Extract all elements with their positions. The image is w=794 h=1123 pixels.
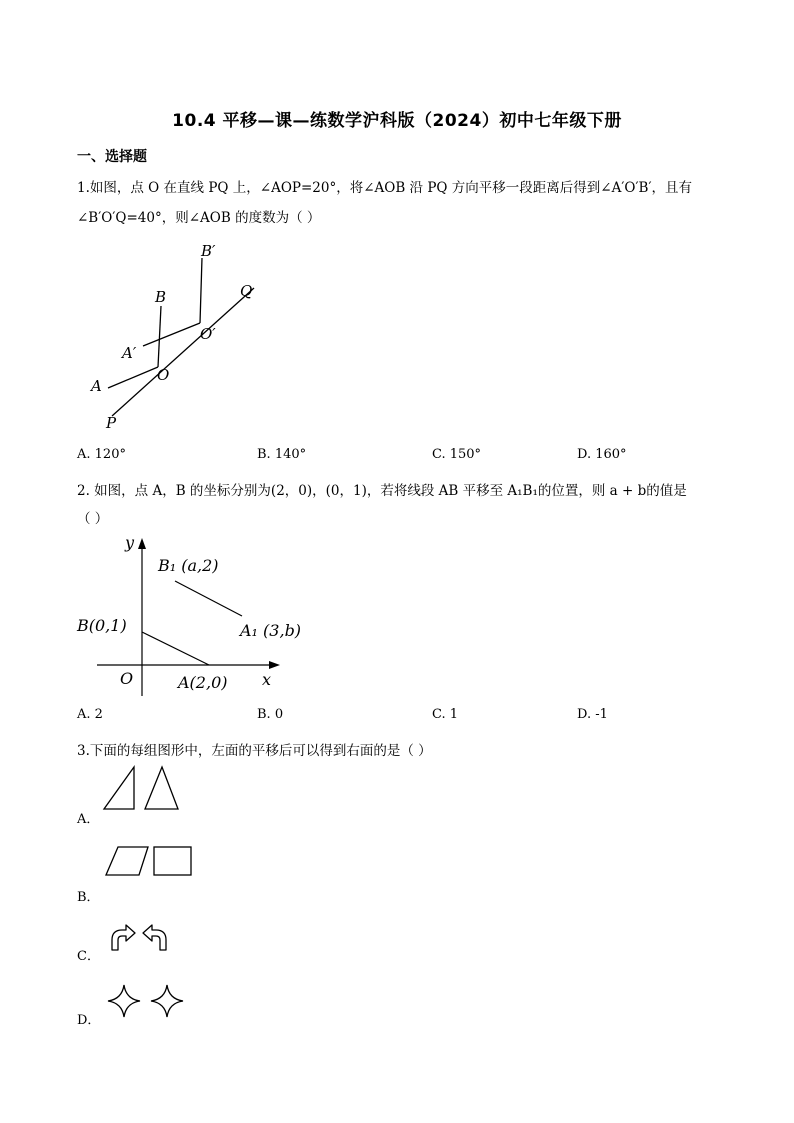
question-3-option-b[interactable]: B． bbox=[77, 890, 100, 905]
label-b: B bbox=[155, 288, 167, 306]
question-3-option-d[interactable]: D． bbox=[77, 1013, 101, 1028]
question-2-option-b[interactable]: B. 0 bbox=[257, 707, 284, 722]
question-3-option-a[interactable]: A． bbox=[77, 812, 100, 827]
question-1-option-c[interactable]: C. 150° bbox=[432, 447, 482, 462]
option-c-figure bbox=[104, 922, 174, 956]
isosceles-triangle-shape bbox=[145, 767, 178, 809]
label-p: P bbox=[106, 414, 117, 432]
question-2-stem-line2: （ ） bbox=[77, 511, 109, 527]
label-y: y bbox=[125, 533, 135, 552]
ray-ob bbox=[158, 306, 161, 367]
section-heading: 一、选择题 bbox=[77, 149, 147, 165]
question-3-option-c[interactable]: C． bbox=[77, 949, 100, 964]
page-title: 10.4 平移—课—练数学沪科版（2024）初中七年级下册 bbox=[172, 111, 622, 131]
ray-o-prime-a-prime bbox=[143, 323, 200, 346]
question-1-option-b[interactable]: B. 140° bbox=[257, 447, 307, 462]
parallelogram-shape bbox=[106, 847, 148, 875]
y-axis-arrow bbox=[138, 538, 146, 549]
turn-right-arrow-icon bbox=[112, 925, 135, 950]
label-a: A bbox=[91, 377, 102, 395]
label-a-prime: A′ bbox=[122, 344, 137, 362]
four-point-star-icon bbox=[151, 985, 183, 1017]
label-q: Q bbox=[240, 282, 253, 300]
right-triangle-shape bbox=[104, 767, 134, 809]
question-2-option-d[interactable]: D. -1 bbox=[577, 707, 608, 722]
label-x: x bbox=[262, 670, 272, 689]
label-b-prime: B′ bbox=[201, 242, 216, 260]
question-1-figure bbox=[80, 236, 280, 436]
four-point-star-icon bbox=[108, 985, 140, 1017]
x-axis-arrow bbox=[269, 661, 280, 669]
label-a1: A₁ (3,b) bbox=[240, 621, 302, 640]
option-d-figure bbox=[104, 983, 188, 1021]
segment-a1b1 bbox=[175, 581, 242, 616]
question-3-stem: 3.下面的每组图形中，左面的平移后可以得到右面的是（ ） bbox=[77, 743, 432, 759]
ray-o-prime-b-prime bbox=[200, 258, 202, 323]
question-1-stem-line2: ∠B′O′Q=40°，则∠AOB 的度数为（ ） bbox=[77, 210, 321, 226]
question-2-option-a[interactable]: A. 2 bbox=[77, 707, 103, 722]
label-b: B(0,1) bbox=[77, 616, 127, 635]
question-2-figure bbox=[75, 528, 302, 696]
rectangle-shape bbox=[154, 847, 191, 875]
question-1-option-d[interactable]: D. 160° bbox=[577, 447, 627, 462]
question-1-option-a[interactable]: A. 120° bbox=[77, 447, 126, 462]
segment-ab bbox=[142, 632, 209, 665]
question-2-option-c[interactable]: C. 1 bbox=[432, 707, 459, 722]
question-1-stem-line1: 1.如图，点 O 在直线 PQ 上，∠AOP=20°，将∠AOB 沿 PQ 方向平移一段距离后得到∠A′O′B′，且有 bbox=[77, 180, 693, 196]
turn-left-arrow-icon bbox=[143, 925, 166, 950]
label-o-prime: O′ bbox=[200, 325, 216, 343]
label-b1: B₁ (a,2) bbox=[158, 556, 219, 575]
option-b-figure bbox=[100, 843, 200, 881]
label-origin: O bbox=[120, 669, 134, 688]
label-o: O bbox=[157, 366, 170, 384]
question-2-stem-line1: 2. 如图，点 A，B 的坐标分别为(2，0)，(0，1)，若将线段 AB 平移至 A₁B₁的位置，则 a + b的值是 bbox=[77, 483, 687, 499]
option-a-figure bbox=[100, 765, 190, 815]
ray-oa bbox=[108, 367, 158, 388]
label-a: A(2,0) bbox=[178, 673, 228, 692]
